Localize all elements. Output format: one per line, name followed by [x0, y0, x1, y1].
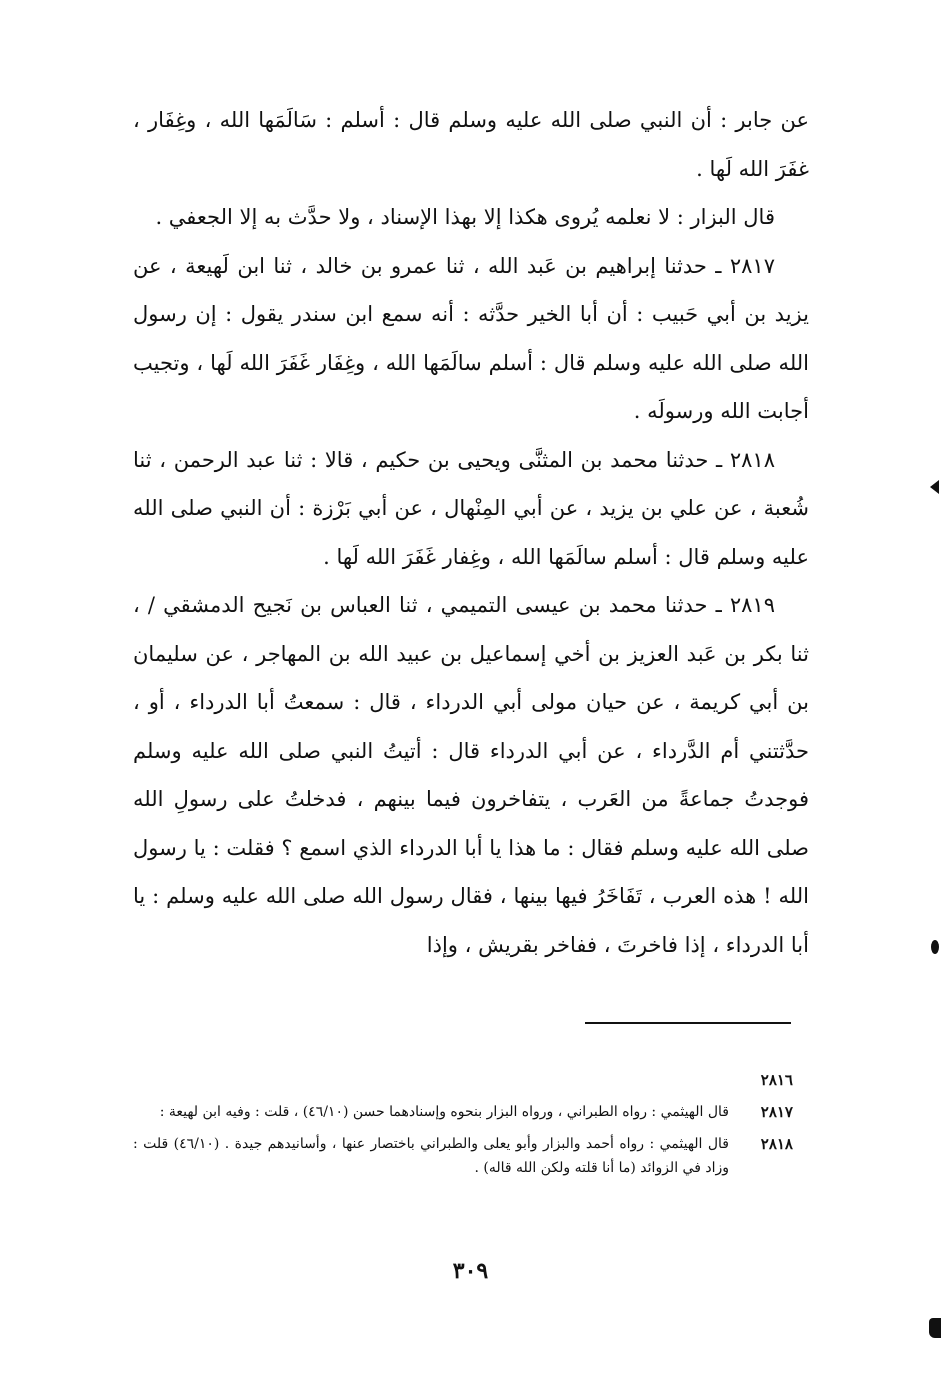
paragraph: ٢٨١٨ ـ حدثنا محمد بن المثنَّى ويحيى بن حكيم ، قالا : ثنا عبد الرحمن ، ثنا شُعبة ، عن علي بن يزيد ، عن أبي المِنْهال ، عن أبي بَرْزة : أن النبي صلى الله عليه وسلم قال : أسلم سالَمَها الله ، وغِفار غَفَرَ الله لَها .	[133, 447, 809, 569]
margin-arrow-mark	[930, 480, 939, 494]
page-number: ٣٠٩	[452, 1258, 489, 1284]
footnote-item	[133, 1132, 793, 1180]
paragraph: ٢٨١٩ ـ حدثنا محمد بن عيسى التميمي ، ثنا العباس بن نَجيح الدمشقي / ، ثنا بكر بن عَبد العزيز بن أخي إسماعيل بن عبيد الله بن المهاجر ، عن سليمان بن أبي كريمة ، عن حيان مولى أبي الدرداء ، قال : سمعتُ أبا الدرداء ، أو ، حدَّثتني أم الدَّرداء ، عن أبي الدرداء قال : أتيتُ النبي صلى الله عليه وسلم فوجدتُ جماعةً من العَرب ، يتفاخرون فيما بينهم ، فدخلتُ على رسولِ الله صلى الله عليه وسلم فقال : ما هذا يا أبا الدرداء الذي اسمع ؟ فقلت : يا رسول الله ! هذه العرب ، تَفَاخَرُ فيها بينها ، فقال رسول الله صلى الله عليه وسلم : يا أبا الدرداء ، إذا فاخرتَ ، ففاخر بقريش ، وإذا	[133, 593, 809, 957]
margin-corner-mark	[929, 1318, 941, 1338]
footnote-divider	[585, 1022, 791, 1024]
footnote-number: ٢٨١٨	[760, 1135, 793, 1153]
paragraph: ٢٨١٧ ـ حدثنا إبراهيم بن عَبد الله ، ثنا عمرو بن خالد ، ثنا ابن لَهيعة ، عن يزيد بن أبي حَبيب : أن أبا الخير حدَّثه : أنه سمع ابن سندر يقول : إن رسول الله صلى الله عليه وسلم قال : أسلم سالَمَها الله ، وغِفَار غَفَرَ الله لَها ، وتجيب أجابت الله ورسولَه .	[133, 253, 809, 423]
footnote-item	[133, 1068, 793, 1092]
footnote-number: ٢٨١٧	[760, 1103, 793, 1121]
paragraph: قال البزار : لا نعلمه يُروى هكذا إلا بهذا الإسناد ، ولا حدَّث به إلا الجعفي .	[155, 205, 775, 229]
paragraph: عن جابر : أن النبي صلى الله عليه وسلم قال : أسلم : سَالَمَها الله ، وغِفَار ، غفَرَ الله لَها .	[133, 108, 809, 181]
footnote-text: قال الهيثمي : رواه أحمد والبزار وأبو يعلى والطبراني باختصار عنها ، وأسانيدهم جيدة . (٤٦/١٠) قلت : وزاد في الزوائد (ما أنا قلته ولكن الله قاله) .	[133, 1136, 729, 1176]
footnotes-section	[133, 1068, 793, 1188]
main-text-body	[133, 96, 809, 969]
footnote-text: قال الهيثمي : رواه الطبراني ، ورواه البزار بنحوه وإسنادهما حسن (٤٦/١٠) ، قلت : وفيه ابن لهيعة :	[159, 1104, 729, 1120]
margin-dot-mark	[931, 940, 939, 954]
footnote-item	[133, 1100, 793, 1124]
footnote-number: ٢٨١٦	[760, 1071, 793, 1089]
